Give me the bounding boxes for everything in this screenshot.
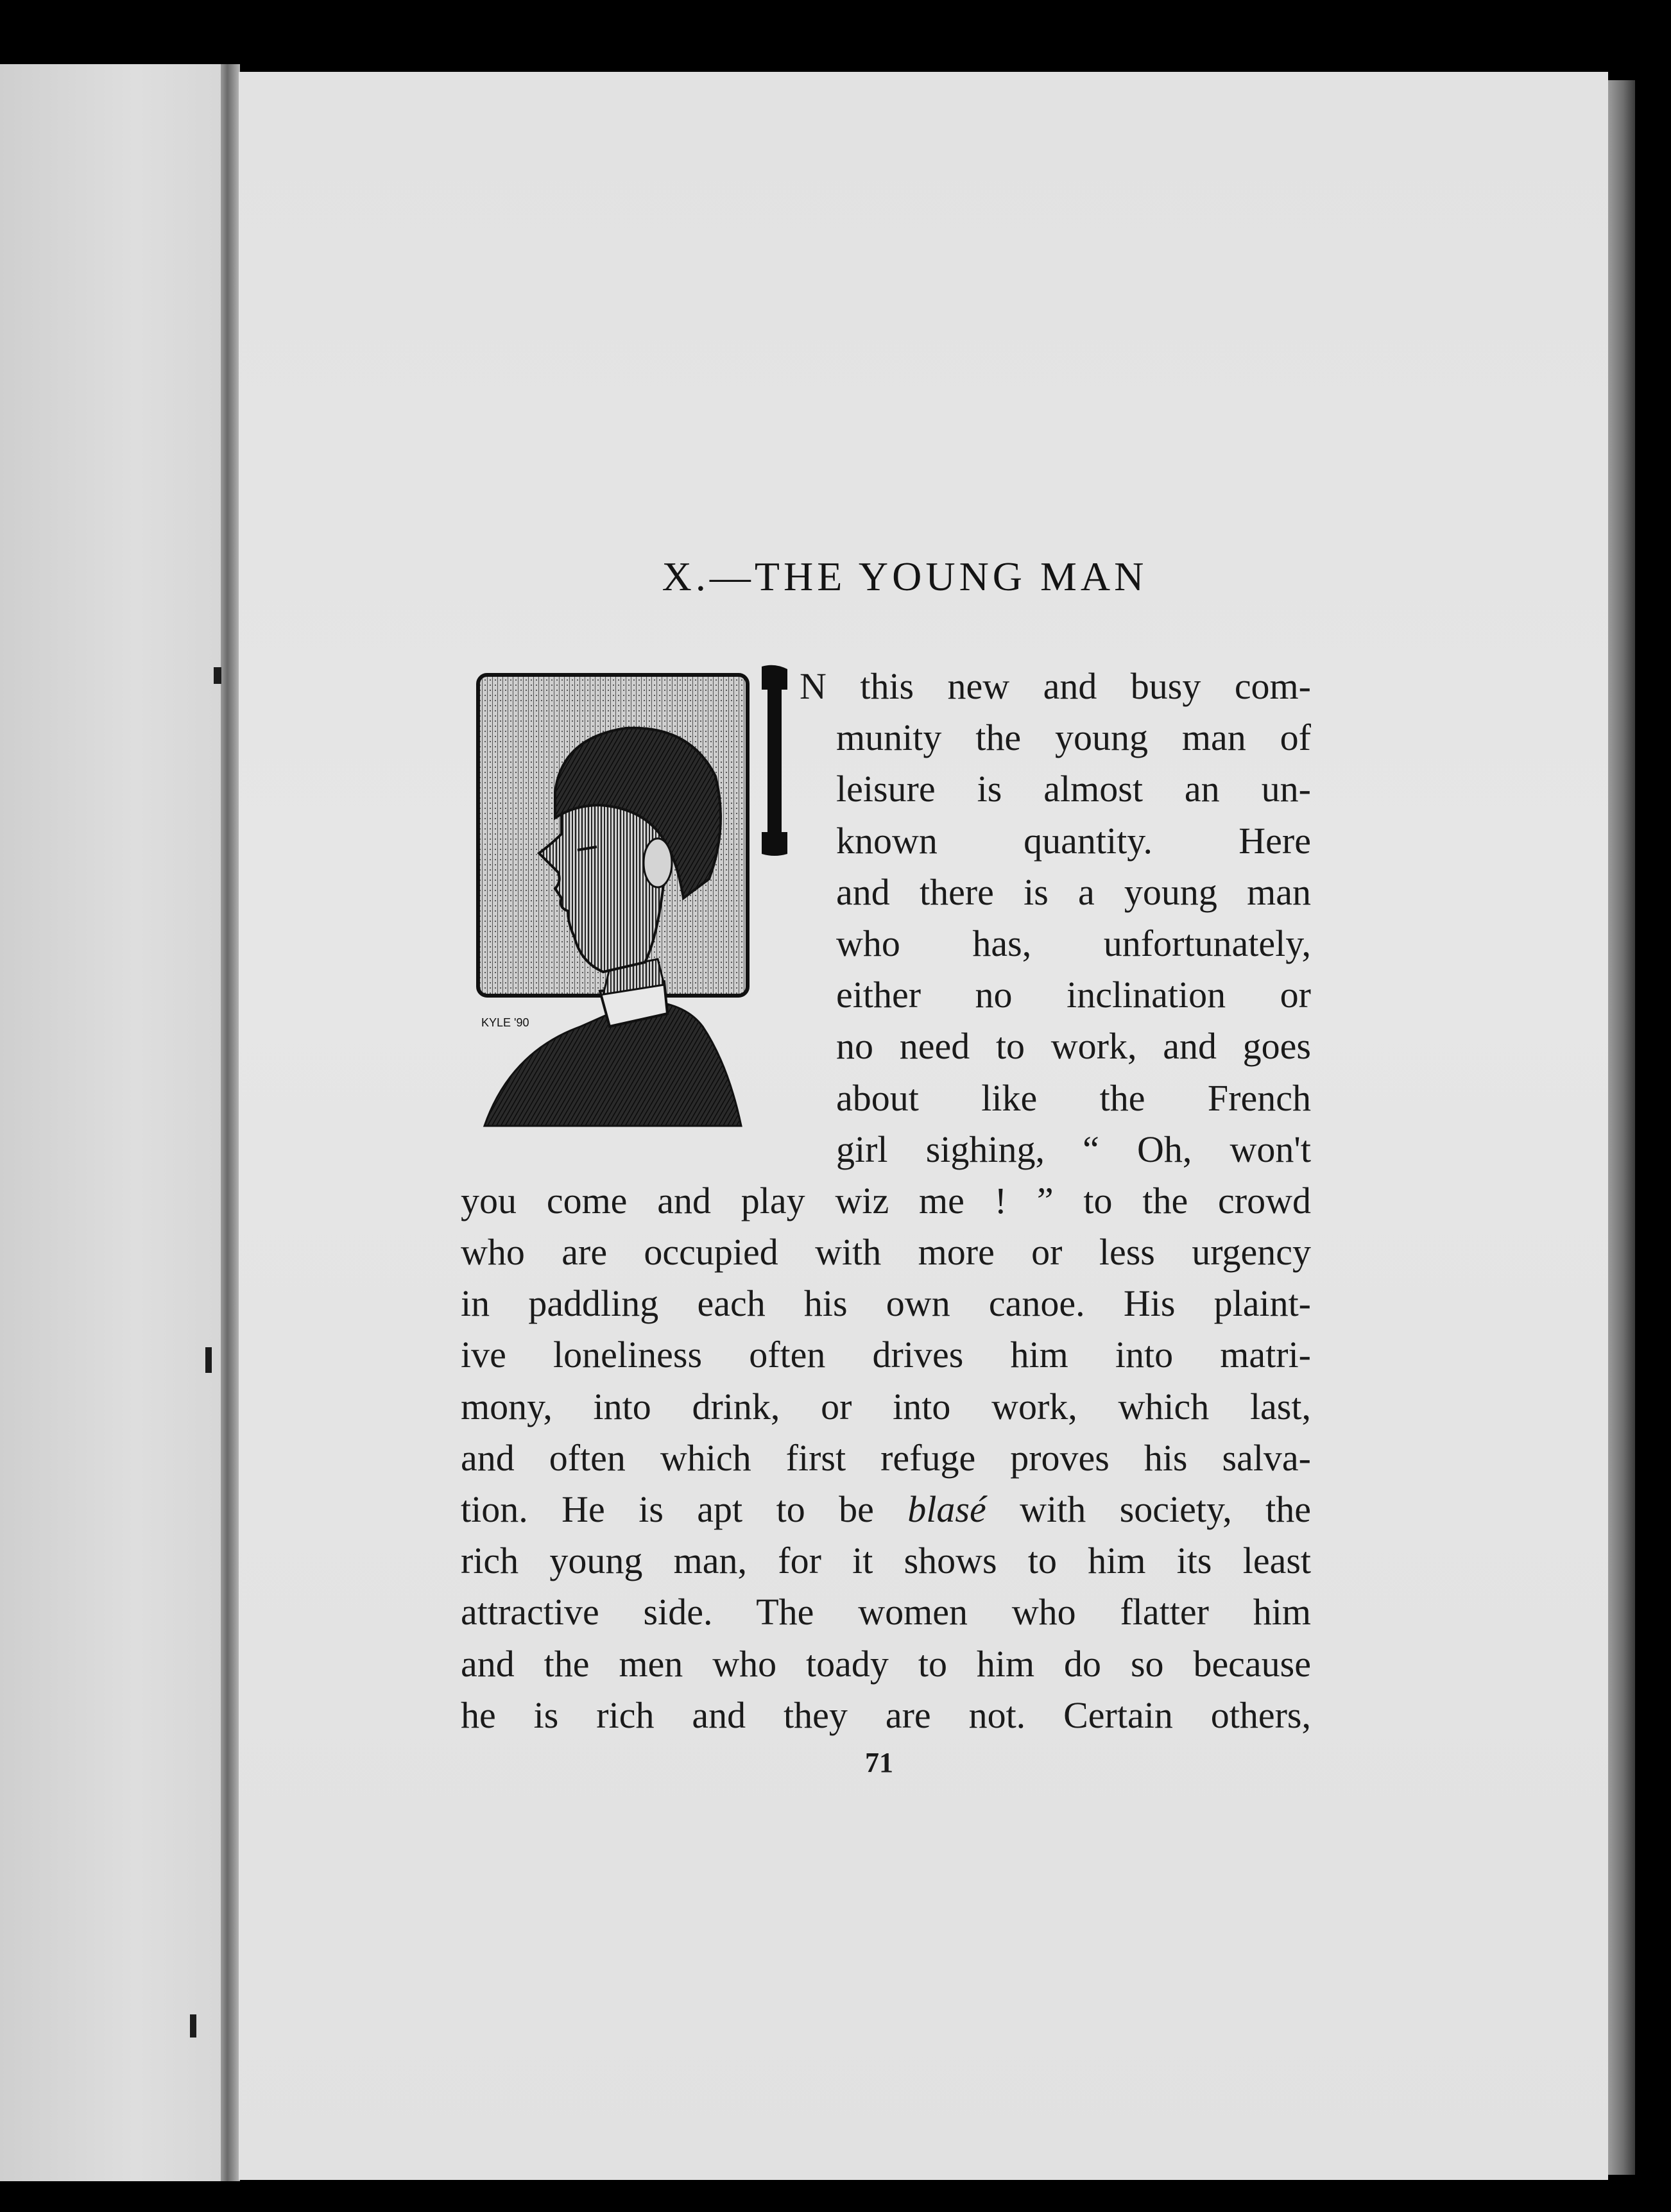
binding-mark (214, 667, 221, 684)
text-line: ive loneliness often drives him into matri- (461, 1334, 1311, 1376)
text-line: either no inclination or (836, 974, 1311, 1016)
illustration-signature: KYLE '90 (481, 1016, 529, 1029)
text-line (800, 661, 1311, 712)
text-line: attractive side. The women who flatter him (461, 1591, 1311, 1633)
text-line: and there is a young man (836, 871, 1311, 913)
text-line: girl sighing, “ Oh, won't (836, 1128, 1311, 1170)
text-line: known quantity. Here (836, 819, 1311, 862)
book-gutter (221, 64, 240, 2181)
text-line: munity the young man of (836, 717, 1311, 759)
page-number: 71 (865, 1747, 893, 1778)
chapter-heading: X.—THE YOUNG MAN (662, 554, 1148, 599)
binding-mark (190, 2014, 196, 2038)
text-line: you come and play wiz me ! ” to the crowd (461, 1179, 1311, 1221)
text-line-blase (461, 1484, 1311, 1535)
text-line: leisure is almost an un- (836, 768, 1311, 810)
text-fragment: tion. He is apt to be (461, 1488, 908, 1530)
text-line: about like the French (836, 1076, 1311, 1119)
text-line: who are occupied with more or less urgency (461, 1231, 1311, 1273)
text-line: no need to work, and goes (836, 1025, 1311, 1068)
italic-word: blasé (907, 1488, 986, 1530)
text-line: he is rich and they are not. Certain others, (461, 1694, 1311, 1736)
chapter-body-text (461, 661, 1311, 1741)
text-line-first: N this new and busy com- (800, 665, 1311, 707)
text-line: who has, unfortunately, (836, 922, 1311, 964)
binding-mark (205, 1347, 212, 1373)
text-line: mony, into drink, or into work, which last, (461, 1385, 1311, 1427)
text-line: rich young man, for it shows to him its least (461, 1540, 1311, 1582)
text-line: and the men who toady to him do so because (461, 1642, 1311, 1685)
right-page-edge (1608, 80, 1635, 2175)
text-line: and often which first refuge proves his salva- (461, 1436, 1311, 1479)
text-fragment: with society, the (986, 1488, 1311, 1530)
left-page-edge (0, 64, 226, 2181)
text-line: in paddling each his own canoe. His plaint- (461, 1282, 1311, 1325)
